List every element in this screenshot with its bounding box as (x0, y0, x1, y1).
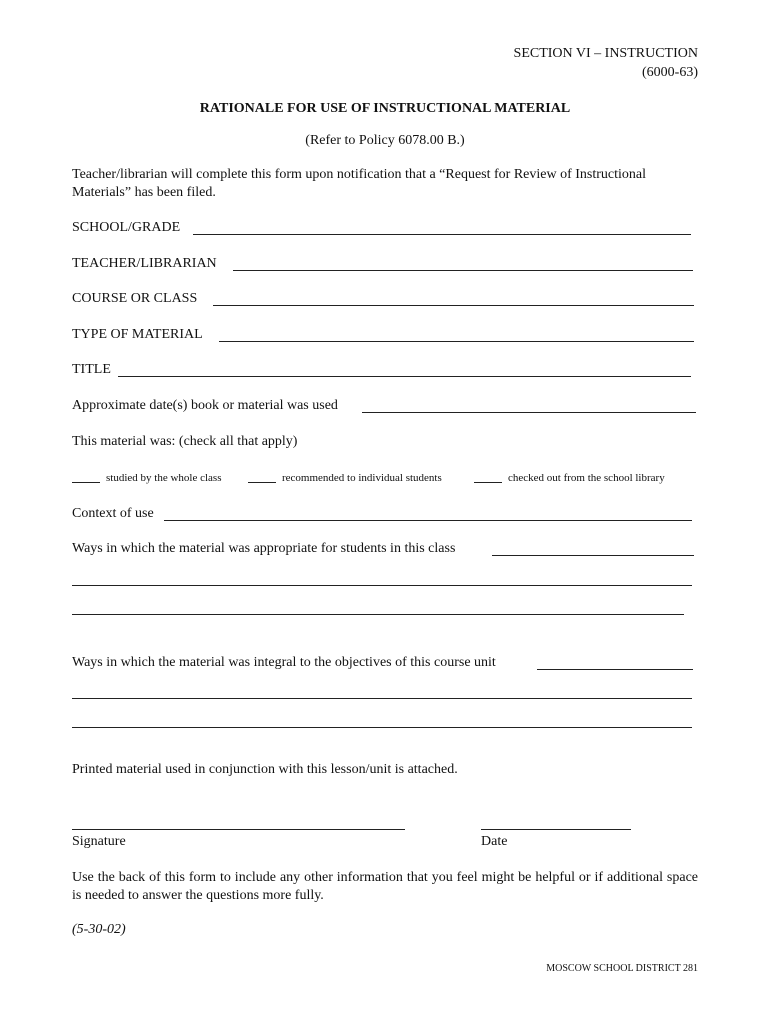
school-grade-field[interactable] (193, 234, 691, 235)
title-label: TITLE (72, 362, 111, 377)
revision-date: (5-30-02) (72, 922, 126, 937)
title-field[interactable] (118, 376, 691, 377)
studied-checkbox[interactable] (72, 482, 100, 483)
checked-out-checkbox[interactable] (474, 482, 502, 483)
ways-appropriate-line-2[interactable] (72, 585, 692, 586)
date-field[interactable] (481, 829, 631, 830)
recommended-checkbox[interactable] (248, 482, 276, 483)
teacher-librarian-field[interactable] (233, 270, 693, 271)
attached-note: Printed material used in conjunction with this lesson/unit is attached. (72, 762, 458, 777)
type-of-material-field[interactable] (219, 341, 694, 342)
back-note: Use the back of this form to include any other information that you feel might be helpful or if additional space is needed to answer the questions more fully. (72, 870, 698, 903)
ways-integral-label: Ways in which the material was integral to the objectives of this course unit (72, 655, 496, 670)
signature-field[interactable] (72, 829, 405, 830)
policy-reference: (Refer to Policy 6078.00 B.) (305, 133, 465, 148)
intro-text: Teacher/librarian will complete this form upon notification that a “Request for Review of Instructional Materials” has been filed. (72, 167, 647, 200)
type-of-material-label: TYPE OF MATERIAL (72, 327, 203, 342)
approx-dates-field[interactable] (362, 412, 696, 413)
date-label: Date (481, 834, 508, 849)
studied-label: studied by the whole class (106, 472, 222, 484)
approx-dates-label: Approximate date(s) book or material was used (72, 398, 338, 413)
ways-integral-line-2[interactable] (72, 698, 692, 699)
footer-district: MOSCOW SCHOOL DISTRICT 281 (546, 963, 698, 974)
school-grade-label: SCHOOL/GRADE (72, 220, 181, 235)
ways-integral-line-3[interactable] (72, 727, 692, 728)
checked-out-label: checked out from the school library (508, 472, 665, 484)
teacher-librarian-label: TEACHER/LIBRARIAN (72, 256, 217, 271)
course-class-label: COURSE OR CLASS (72, 291, 198, 306)
context-field[interactable] (164, 520, 692, 521)
material-was-label: This material was: (check all that apply) (72, 434, 298, 449)
recommended-label: recommended to individual students (282, 472, 442, 484)
section-code: (6000-63) (642, 65, 698, 80)
ways-appropriate-field[interactable] (492, 555, 694, 556)
signature-label: Signature (72, 834, 126, 849)
ways-integral-field[interactable] (537, 669, 693, 670)
context-label: Context of use (72, 506, 154, 521)
ways-appropriate-label: Ways in which the material was appropriate for students in this class (72, 541, 456, 556)
ways-appropriate-line-3[interactable] (72, 614, 684, 615)
course-class-field[interactable] (213, 305, 694, 306)
section-heading: SECTION VI – INSTRUCTION (513, 46, 698, 61)
page-title: RATIONALE FOR USE OF INSTRUCTIONAL MATERIAL (199, 101, 571, 116)
